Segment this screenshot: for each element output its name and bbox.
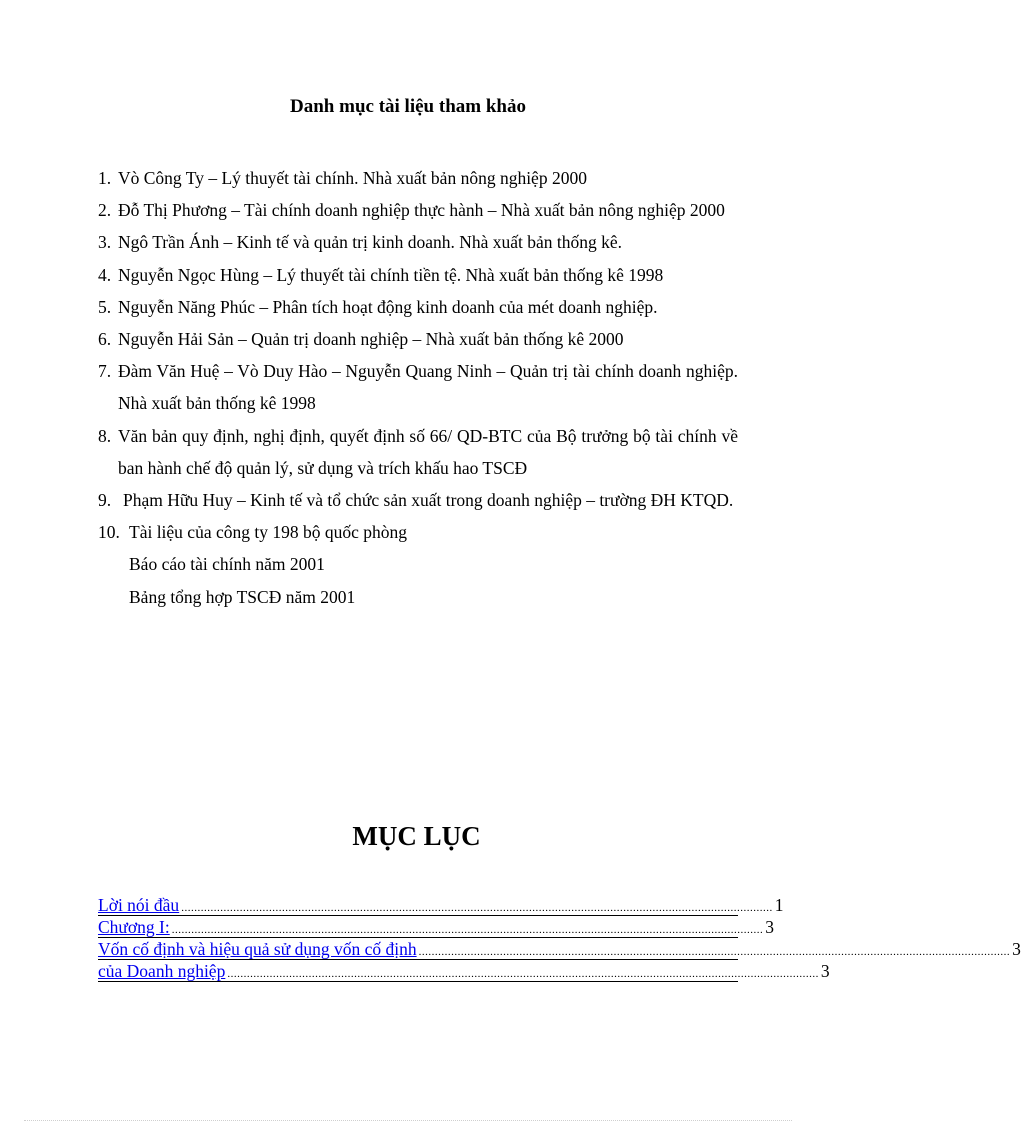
list-item <box>98 226 738 258</box>
list-item-text: Nguyễn Hải Sản – Quản trị doanh nghiệp – Nhà xuất bản thống kê 2000 <box>118 329 624 350</box>
list-item <box>98 194 738 226</box>
toc-page-number: 3 <box>765 917 774 937</box>
toc-leader: ...................................................................................................................................................................................... <box>227 968 819 980</box>
toc-leader: ...................................................................................................................................................................................... <box>181 902 773 914</box>
list-item-text: Nguyễn Năng Phúc – Phân tích hoạt động kinh doanh của mét doanh nghiệp. <box>118 296 658 317</box>
list-item-number: 6. <box>98 329 112 350</box>
toc-page-number: 3 <box>820 961 830 981</box>
toc-entry[interactable] <box>98 894 784 916</box>
list-subitem: Báo cáo tài chính năm 2001 <box>129 554 325 575</box>
list-item <box>98 516 738 613</box>
list-item <box>98 420 738 484</box>
list-item-number: 7. <box>98 361 112 382</box>
list-item-number: 4. <box>98 264 112 285</box>
toc-leader: ...................................................................................................................................................................................... <box>418 946 1011 958</box>
list-item-number: 9. <box>98 490 112 511</box>
list-item-number: 1. <box>98 168 112 188</box>
references-list <box>98 162 738 613</box>
references-title: Danh mục tài liệu tham khảo <box>290 96 526 117</box>
toc-entry[interactable] <box>98 916 774 938</box>
list-item <box>98 259 738 291</box>
toc-link[interactable]: Vốn cố định và hiệu quả sử dụng vốn cố định <box>98 939 417 959</box>
toc-page-number: 1 <box>774 895 784 915</box>
list-item <box>98 323 738 355</box>
list-item-text: Nguyễn Ngọc Hùng – Lý thuyết tài chính tiền tệ. Nhà xuất bản thống kê 1998 <box>118 264 664 285</box>
list-item <box>98 355 738 419</box>
list-item-number: 2. <box>98 200 112 221</box>
list-item-text: Phạm Hữu Huy – Kinh tế và tổ chức sản xuất trong doanh nghiệp – trường ĐH KTQD. <box>123 490 734 511</box>
toc-link[interactable]: của Doanh nghiệp <box>98 961 226 981</box>
list-item-text: Vò Công Ty – Lý thuyết tài chính. Nhà xuất bản nông nghiệp 2000 <box>118 168 587 188</box>
page-bottom-divider <box>24 1120 792 1121</box>
toc-entry[interactable] <box>98 938 1021 960</box>
toc-leader: ...................................................................................................................................................................................... <box>171 924 764 936</box>
list-item-number: 3. <box>98 232 112 253</box>
list-item-text: Ngô Trần Ánh – Kinh tế và quản trị kinh doanh. Nhà xuất bản thống kê. <box>118 232 623 253</box>
list-item <box>98 291 738 323</box>
toc-title: MỤC LỤC <box>352 821 481 851</box>
toc-entry[interactable] <box>98 960 830 982</box>
table-of-contents <box>98 894 1021 982</box>
list-item-text: Đỗ Thị Phương – Tài chính doanh nghiệp thực hành – Nhà xuất bản nông nghiệp 2000 <box>118 200 725 221</box>
toc-page-number: 3 <box>1012 939 1021 959</box>
list-subitem: Bảng tổng hợp TSCĐ năm 2001 <box>129 586 356 607</box>
list-item-number: 8. <box>98 425 112 446</box>
list-item-number: 5. <box>98 296 112 317</box>
list-item <box>98 484 738 516</box>
toc-link[interactable]: Chương I: <box>98 917 170 937</box>
list-item-text: Văn bản quy định, nghị định, quyết định số 66/ QD-BTC của Bộ trưởng bộ tài chính về ban hành chế độ quản lý, sử dụng và trích khấu hao TSCĐ <box>118 425 738 478</box>
toc-link[interactable]: Lời nói đầu <box>98 895 180 915</box>
list-item-text: Tài liệu của công ty 198 bộ quốc phòng <box>129 522 407 543</box>
list-item-text: Đàm Văn Huệ – Vò Duy Hào – Nguyễn Quang Ninh – Quản trị tài chính doanh nghiệp. Nhà xuất bản thống kê 1998 <box>118 361 738 414</box>
list-item-number: 10. <box>98 522 120 543</box>
list-item <box>98 162 738 194</box>
